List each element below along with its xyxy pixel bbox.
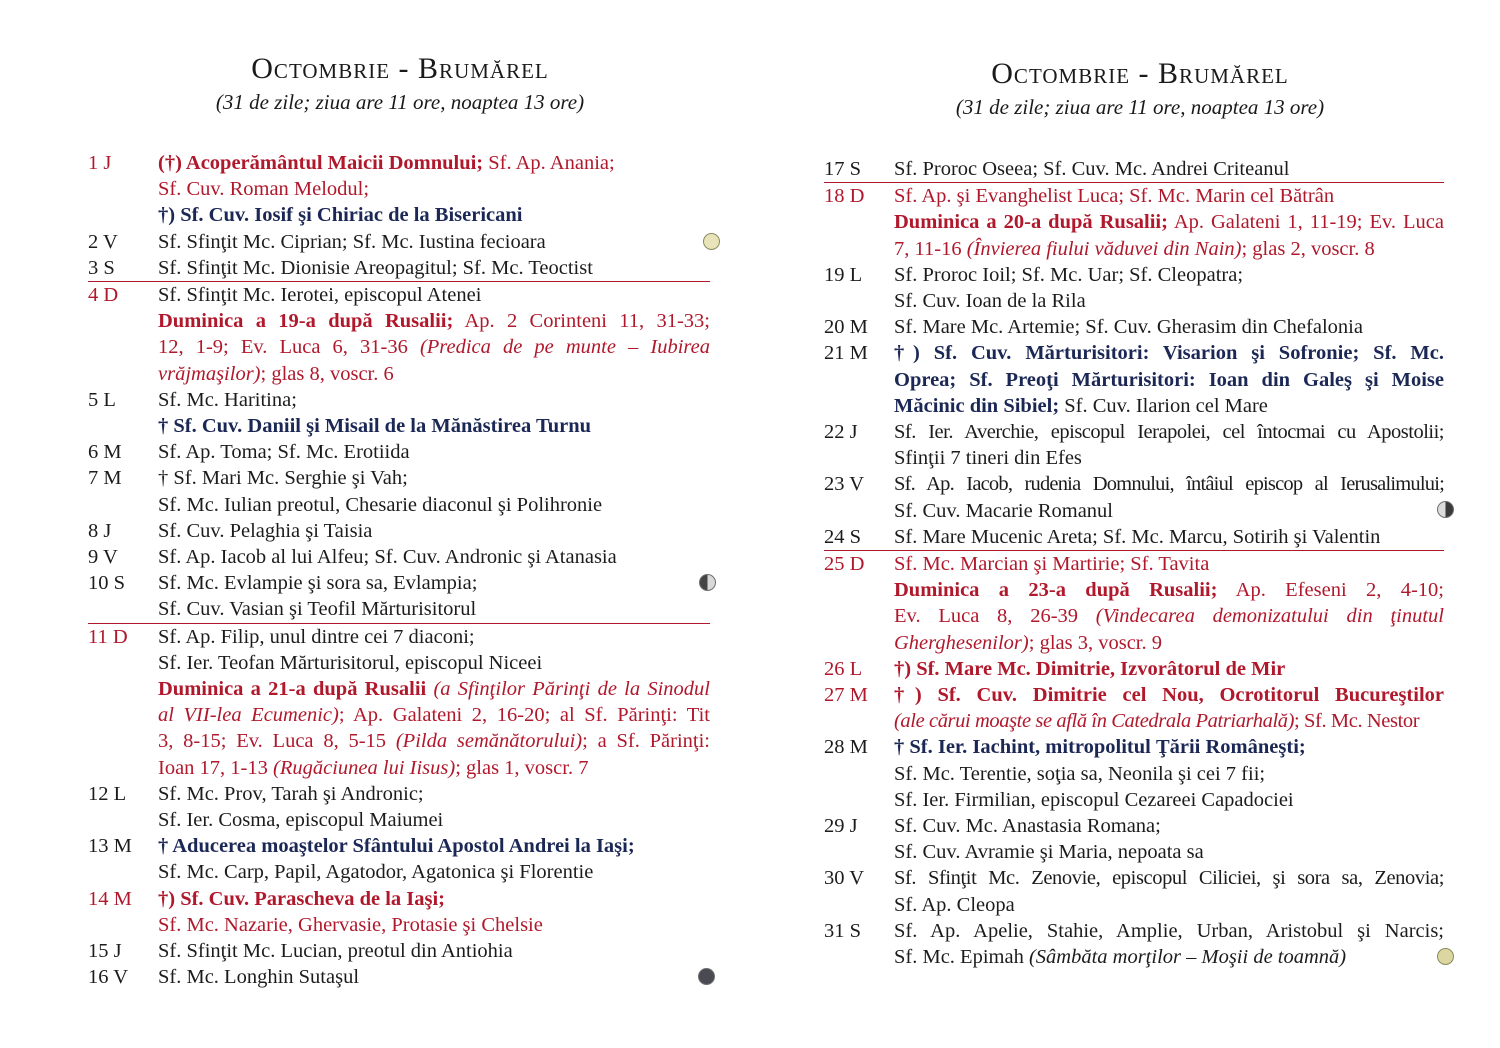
reading-text: ; glas 8, voscr. 6 <box>260 362 394 385</box>
feast-name: † Aducerea moaştelor Sfântului Apostol Andrei la Iaşi; <box>158 835 635 858</box>
day-row-31 <box>824 918 1444 970</box>
reading-text: Ev. Luca 8, 26-39 <box>894 605 1096 628</box>
day-label: 9 V <box>88 546 118 569</box>
day-label: 30 V <box>824 867 865 890</box>
day-row-21 <box>824 340 1444 419</box>
day-row-7 <box>88 465 710 517</box>
calendar-entries-left <box>88 150 710 991</box>
day-label: 16 V <box>88 966 129 989</box>
sunday-name: Duminica a 20-a după Rusalii; <box>894 211 1168 234</box>
moon-new-icon <box>698 968 715 985</box>
saint-text: Sf. Cuv. Avramie şi Maria, nepoata sa <box>894 841 1204 864</box>
reading-text: ; Ap. Galateni 2, 16-20; al Sf. Părinţi: Tit <box>338 704 710 727</box>
day-row-2 <box>88 229 710 255</box>
feast-name: †) Sf. Cuv. Dimitrie cel Nou, Ocrotitorul Bucureştilor <box>894 684 1444 707</box>
feast-name: † Sf. Cuv. Daniil şi Misail de la Mănăstirea Turnu <box>158 415 592 438</box>
day-label: 3 S <box>88 256 115 279</box>
saint-text: Sf. Ap. Cleopa <box>894 893 1015 916</box>
day-row-13 <box>88 833 710 885</box>
saint-text: Sf. Ap. Anania; <box>483 152 615 174</box>
saint-text: Sf. Sfinţit Mc. Lucian, preotul din Antiohia <box>158 940 513 963</box>
day-label: 27 M <box>824 684 868 707</box>
saint-text: Sf. Sfinţit Mc. Ciprian; Sf. Mc. Iustina fecioara <box>158 230 546 253</box>
saint-text: Sf. Mc. Longhin Sutaşul <box>158 966 360 989</box>
day-label: 8 J <box>88 519 112 542</box>
day-row-17 <box>824 156 1444 182</box>
saint-text: Sf. Mc. Epimah <box>894 946 1029 969</box>
reading-text: Ap. Galateni 1, 11-19; Ev. Luca <box>1167 211 1444 234</box>
saint-text: Sf. Proroc Oseea; Sf. Cuv. Mc. Andrei Criteanul <box>894 158 1290 180</box>
day-row-11 <box>88 623 710 781</box>
saint-text: Sf. Cuv. Ioan de la Rila <box>894 290 1086 313</box>
saint-text: Sf. Ap. Toma; Sf. Mc. Erotiida <box>158 441 410 464</box>
reading-text: ; glas 3, voscr. 9 <box>1028 631 1162 654</box>
day-row-6 <box>88 439 710 465</box>
day-label: 25 D <box>824 553 865 576</box>
day-row-15 <box>88 938 710 964</box>
saint-text: Sf. Mc. Nazarie, Ghervasie, Protasie şi Chelsie <box>158 913 543 936</box>
sunday-name: Duminica a 19-a după Rusalii; <box>158 310 454 333</box>
day-row-9 <box>88 544 710 570</box>
day-row-3 <box>88 255 710 281</box>
day-row-23 <box>824 471 1444 523</box>
saint-text: Sf. Ier. Cosma, episcopul Maiumei <box>158 809 444 832</box>
reading-text: 12, 1-9; Ev. Luca 6, 31-36 <box>158 336 420 359</box>
gospel-theme: (Învierea fiului văduvei din Nain) <box>966 237 1242 260</box>
day-row-24 <box>824 524 1444 550</box>
day-row-29 <box>824 813 1444 865</box>
day-label: 17 S <box>824 158 862 180</box>
day-label: 18 D <box>824 185 865 208</box>
saint-text: Sf. Sfinţit Mc. Dionisie Areopagitul; Sf. Mc. Teoctist <box>158 256 593 279</box>
day-row-20 <box>824 314 1444 340</box>
saint-text: Sf. Ap. Filip, unul dintre cei 7 diaconi; <box>158 625 475 648</box>
saint-text: Sf. Mc. Prov, Tarah şi Andronic; <box>158 782 424 805</box>
day-row-12 <box>88 781 710 833</box>
day-label: 1 J <box>88 152 112 174</box>
page-subtitle: (31 de zile; ziua are 11 ore, noaptea 13 ore) <box>955 95 1325 119</box>
gospel-theme: (Vindecarea demonizatului din ţinutul <box>1095 605 1444 628</box>
saint-text: Sf. Ap. Iacob, rudenia Domnului, întâiul episcop al Ierusalimului; <box>894 473 1444 496</box>
day-row-19 <box>824 262 1444 314</box>
day-label: 2 V <box>88 230 118 253</box>
day-label: 22 J <box>824 421 858 444</box>
day-label: 19 L <box>824 263 863 286</box>
calendar-entries-right <box>824 156 1444 970</box>
day-label: 28 M <box>824 736 868 759</box>
day-label: 5 L <box>88 388 116 411</box>
day-label: 26 L <box>824 657 863 680</box>
saint-text: Sf. Proroc Ioil; Sf. Mc. Uar; Sf. Cleopatra; <box>894 263 1244 286</box>
day-row-14 <box>88 886 710 938</box>
feast-name: (†) Acoperământul Maicii Domnului; <box>158 152 484 174</box>
saint-text: Sf. Cuv. Macarie Romanul <box>894 499 1114 522</box>
day-row-1 <box>88 150 710 229</box>
saint-text: Sf. Sfinţit Mc. Zenovie, episcopul Ciliciei, şi sora sa, Zenovia; <box>894 867 1444 890</box>
day-row-5 <box>88 387 710 439</box>
saint-text: † Sf. Mari Mc. Serghie şi Vah; <box>158 467 408 490</box>
day-label: 21 M <box>824 342 868 365</box>
day-row-10 <box>88 570 710 622</box>
day-row-26 <box>824 656 1444 682</box>
feast-name: †) Sf. Cuv. Parascheva de la Iaşi; <box>158 887 445 910</box>
gospel-theme: vrăjmaşilor) <box>158 362 261 385</box>
day-label: 6 M <box>88 441 122 464</box>
reading-text: Ap. Efeseni 2, 4-10; <box>1217 579 1444 602</box>
day-label: 10 S <box>88 572 126 595</box>
feast-name: Oprea; Sf. Preoţi Mărturisitori: Ioan din Galeş şi Moise <box>894 368 1444 391</box>
saint-text: Sf. Ier. Firmilian, episcopul Cezareei Capadociei <box>894 788 1294 811</box>
saint-text: Sf. Cuv. Mc. Anastasia Romana; <box>894 815 1161 838</box>
gospel-theme: (ale cărui moaşte se află în Catedrala Patriarhală) <box>894 710 1295 733</box>
day-row-8 <box>88 518 710 544</box>
saint-text: Sf. Cuv. Ilarion cel Mare <box>1059 394 1268 417</box>
saint-text: Sf. Sfinţit Mc. Ierotei, episcopul Atenei <box>158 284 482 307</box>
day-row-30 <box>824 865 1444 917</box>
day-label: 31 S <box>824 919 862 942</box>
day-row-25 <box>824 550 1444 656</box>
gospel-theme: (Rugăciunea lui Iisus) <box>273 756 456 779</box>
feast-name: †) Sf. Mare Mc. Dimitrie, Izvorâtorul de Mir <box>894 657 1286 680</box>
day-row-4 <box>88 281 710 387</box>
saint-text: Sf. Cuv. Roman Melodul; <box>158 178 370 201</box>
day-label: 4 D <box>88 284 119 307</box>
day-label: 14 M <box>88 887 132 910</box>
feast-name: † Sf. Ier. Iachint, mitropolitul Ţării Româneşti; <box>894 736 1306 759</box>
day-row-22 <box>824 419 1444 471</box>
reading-text: ; glas 2, voscr. 8 <box>1241 237 1375 260</box>
reading-text: ; glas 1, voscr. 7 <box>455 756 589 779</box>
day-row-18 <box>824 182 1444 262</box>
saint-text: Sf. Mc. Evlampie şi sora sa, Evlampia; <box>158 572 478 595</box>
sunday-name: Duminica a 21-a după Rusalii <box>158 678 427 701</box>
day-label: 11 D <box>88 625 128 648</box>
saint-text: Sf. Cuv. Vasian şi Teofil Mărturisitorul <box>158 598 477 621</box>
moon-last-quarter-icon <box>699 574 716 591</box>
page-title: Octombrie - Brumărel <box>991 57 1289 90</box>
page-subtitle: (31 de zile; ziua are 11 ore, noaptea 13 ore) <box>215 90 585 114</box>
saint-text: Sf. Ap. Iacob al lui Alfeu; Sf. Cuv. Andronic şi Atanasia <box>158 546 617 569</box>
reading-text: 3, 8-15; Ev. Luca 8, 5-15 <box>158 730 396 753</box>
page-title: Octombrie - Brumărel <box>251 52 549 85</box>
saint-text: Sf. Mare Mc. Artemie; Sf. Cuv. Gherasim din Chefalonia <box>894 316 1363 339</box>
day-row-28 <box>824 734 1444 813</box>
saint-text: Sf. Mc. Marcian şi Martirie; Sf. Tavita <box>894 553 1210 576</box>
saint-text: Sf. Mc. Carp, Papil, Agatodor, Agatonica şi Florentie <box>158 861 594 884</box>
saint-text: Sf. Mc. Haritina; <box>158 388 297 411</box>
day-label: 29 J <box>824 815 858 838</box>
saint-text: Sf. Ier. Averchie, episcopul Ierapolei, cel întocmai cu Apostolii; <box>894 421 1444 444</box>
gospel-theme: (Predica de pe munte – Iubirea <box>419 336 710 359</box>
reading-text: ; a Sf. Părinţi: <box>582 730 710 753</box>
reading-text: 7, 11-16 <box>894 237 967 260</box>
feast-name: †) Sf. Cuv. Mărturisitori: Visarion şi Sofronie; Sf. Mc. <box>894 342 1444 365</box>
moon-full-icon <box>1437 948 1454 965</box>
gospel-theme: (Sâmbăta morţilor – Moşii de toamnă) <box>1028 946 1347 969</box>
saint-text: Sf. Mc. Iulian preotul, Chesarie diaconul şi Polihronie <box>158 493 603 516</box>
day-label: 13 M <box>88 835 132 858</box>
saint-text: Sf. Mc. Terentie, soţia sa, Neonila şi cei 7 fii; <box>894 762 1266 785</box>
gospel-theme: al VII-lea Ecumenic) <box>158 704 339 727</box>
saint-text: Sf. Mare Mucenic Areta; Sf. Mc. Marcu, Sotirih şi Valentin <box>894 525 1381 548</box>
reading-text: Ioan 17, 1-13 <box>158 756 274 779</box>
gospel-theme: (Pilda semănătorului) <box>395 730 583 753</box>
day-label: 15 J <box>88 940 122 963</box>
saint-text: Sf. Ap. şi Evanghelist Luca; Sf. Mc. Marin cel Bătrân <box>894 185 1335 208</box>
saint-text: Sf. Ier. Teofan Mărturisitorul, episcopul Niceei <box>158 651 543 674</box>
day-label: 7 M <box>88 467 122 490</box>
feast-name: Măcinic din Sibiel; <box>894 394 1060 417</box>
day-row-27 <box>824 682 1444 734</box>
saint-text: Sf. Ap. Apelie, Stahie, Amplie, Urban, Aristobul şi Narcis; <box>894 919 1444 942</box>
feast-name: †) Sf. Cuv. Iosif şi Chiriac de la Bisericani <box>158 204 523 227</box>
day-label: 24 S <box>824 525 862 548</box>
sunday-name: Duminica a 23-a după Rusalii; <box>894 579 1218 602</box>
gospel-theme: Gherghesenilor) <box>894 631 1029 654</box>
reading-text: Ap. 2 Corinteni 11, 31-33; <box>453 310 710 333</box>
day-label: 20 M <box>824 316 868 339</box>
day-label: 12 L <box>88 782 127 805</box>
day-label: 23 V <box>824 473 865 496</box>
moon-full-icon <box>703 233 720 250</box>
saint-text: ; Sf. Mc. Nestor <box>1294 710 1420 733</box>
saint-text: Sfinţii 7 tineri din Efes <box>894 447 1082 470</box>
saint-text: Sf. Cuv. Pelaghia şi Taisia <box>158 519 373 542</box>
day-row-16 <box>88 964 710 990</box>
gospel-theme: (a Sfinţilor Părinţi de la Sinodul <box>426 678 710 701</box>
